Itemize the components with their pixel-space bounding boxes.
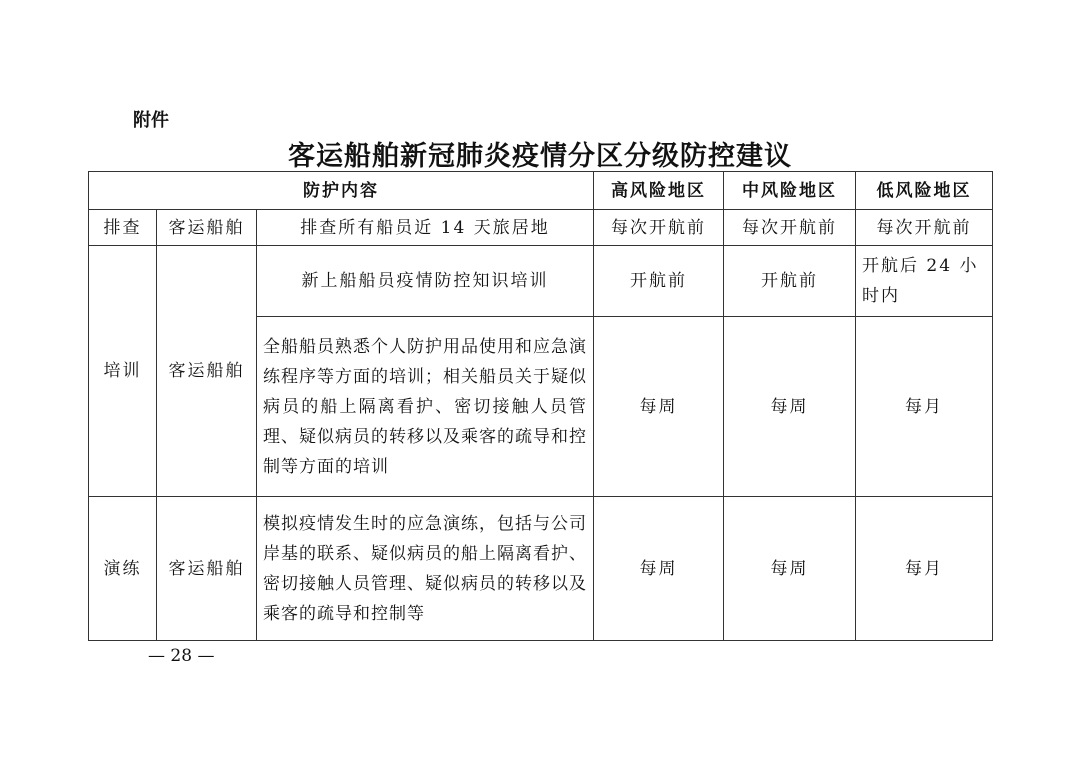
low-risk-cell: 每次开航前 (856, 210, 993, 246)
table-row (89, 210, 993, 246)
low-risk-cell: 开航后 24 小时内 (856, 246, 993, 317)
high-risk-cell: 每周 (594, 497, 724, 641)
target-cell: 客运船舶 (157, 497, 257, 641)
category-cell: 培训 (89, 246, 157, 497)
medium-risk-cell: 每周 (724, 497, 856, 641)
table-row (89, 497, 993, 641)
high-risk-cell: 每次开航前 (594, 210, 724, 246)
document-title: 客运船舶新冠肺炎疫情分区分级防控建议 (288, 141, 792, 172)
table-row (89, 246, 993, 317)
medium-risk-cell: 每次开航前 (724, 210, 856, 246)
low-risk-cell: 每月 (856, 317, 993, 497)
page-number: — 28 — (148, 646, 215, 666)
table-header-row (89, 172, 993, 210)
content-cell: 全船船员熟悉个人防护用品使用和应急演练程序等方面的培训；相关船员关于疑似病员的船上隔离看护、密切接触人员管理、疑似病员的转移以及乘客的疏导和控制等方面的培训 (257, 317, 594, 497)
target-cell: 客运船舶 (157, 210, 257, 246)
content-cell: 模拟疫情发生时的应急演练，包括与公司岸基的联系、疑似病员的船上隔离看护、密切接触人员管理、疑似病员的转移以及乘客的疏导和控制等 (257, 497, 594, 641)
header-content: 防护内容 (89, 172, 594, 210)
target-cell: 客运船舶 (157, 246, 257, 497)
high-risk-cell: 每周 (594, 317, 724, 497)
low-risk-cell: 每月 (856, 497, 993, 641)
category-cell: 排查 (89, 210, 157, 246)
content-cell: 新上船船员疫情防控知识培训 (257, 246, 594, 317)
attachment-label: 附件 (133, 110, 169, 131)
category-cell: 演练 (89, 497, 157, 641)
header-low-risk: 低风险地区 (856, 172, 993, 210)
prevention-table (88, 171, 993, 641)
high-risk-cell: 开航前 (594, 246, 724, 317)
medium-risk-cell: 开航前 (724, 246, 856, 317)
header-high-risk: 高风险地区 (594, 172, 724, 210)
medium-risk-cell: 每周 (724, 317, 856, 497)
content-cell: 排查所有船员近 14 天旅居地 (257, 210, 594, 246)
header-medium-risk: 中风险地区 (724, 172, 856, 210)
